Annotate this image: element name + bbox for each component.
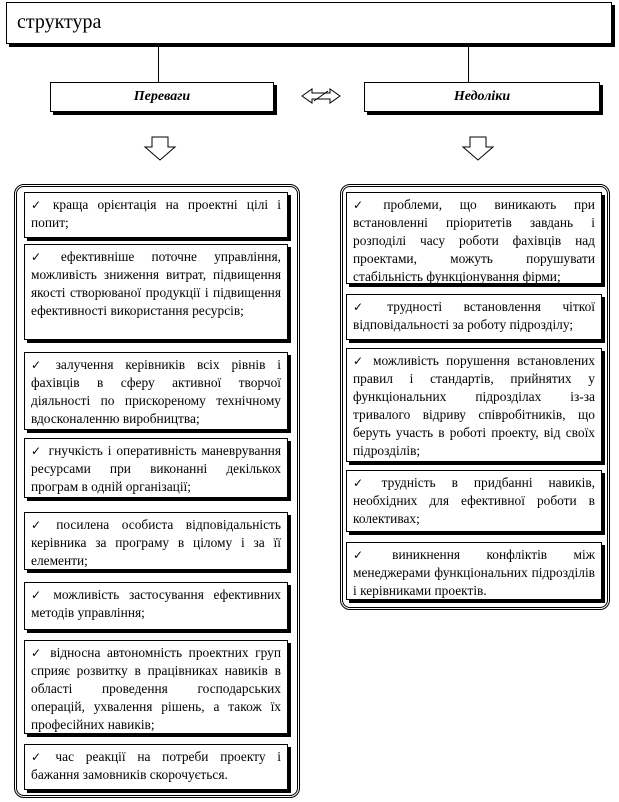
advantage-item-4: ✓ гнучкість і оперативність маневрування ресурсами при виконанні декількох програм в одній організації; [24,438,288,498]
check-icon: ✓ [353,548,387,562]
advantage-item-7: ✓ відносна автономність проектних груп сприяє розвитку в працівниках навиків в області проведення господарських операцій, ухвалення рішень, а також їх професійних навиків; [24,640,288,734]
check-icon: ✓ [31,646,45,660]
disadvantage-item-2: ✓ трудності встановлення чіткої відповідальності за роботу підрозділу; [346,294,602,340]
advantage-item-1: ✓ краща орієнтація на проектні цілі і попит; [24,192,288,238]
check-icon: ✓ [353,300,382,314]
check-icon: ✓ [31,358,50,372]
check-icon: ✓ [31,198,47,212]
disadvantage-item-4: ✓ трудність в придбанні навиків, необхідних для ефективної роботи в колективах; [346,470,602,532]
advantages-heading-label: Переваги [133,89,191,104]
disadvantage-item-1: ✓ проблеми, що виникають при встановленні пріоритетів завдань і розподілі часу роботи фахівців над проектами, можуть порушувати стабільність функціонування фірми; [346,192,602,284]
double-arrow-icon [300,86,342,106]
check-icon: ✓ [31,250,55,264]
disadvantage-item-3: ✓ можливість порушення встановлених правил і стандартів, прийнятих у функціональних підрозділах із-за тривалого відриву співробітників, що беруть участь в роботі проекту, від своїх підрозділів; [346,348,602,462]
advantage-item-3: ✓ залучення керівників всіх рівнів і фахівців в сферу активної творчої діяльності по прискореному технічному вдосконаленню виробництва; [24,352,288,430]
advantage-item-6: ✓ можливість застосування ефективних методів управління; [24,582,288,630]
disadvantages-heading-label: Недоліки [453,89,511,104]
check-icon: ✓ [353,476,376,490]
down-arrow-right-icon [461,136,495,162]
advantage-item-5: ✓ посилена особиста відповідальність керівника за програму в цілому і за її елементи; [24,512,288,570]
check-icon: ✓ [31,588,48,602]
advantage-item-2: ✓ ефективніше поточне управління, можливість зниження витрат, підвищення якості створюваної продукції і підвищення ефективності використання ресурсів; [24,244,288,340]
check-icon: ✓ [31,518,51,532]
down-arrow-left-icon [143,136,177,162]
check-icon: ✓ [31,750,50,764]
connector-right [468,46,469,82]
title-box [6,2,612,44]
check-icon: ✓ [353,198,378,212]
check-icon: ✓ [353,354,367,368]
advantage-item-8: ✓ час реакції на потреби проекту і бажання замовників скорочується. [24,744,288,790]
diagram-title: структура [17,11,102,33]
advantages-heading [50,82,274,112]
check-icon: ✓ [31,444,43,458]
disadvantage-item-5: ✓ виникнення конфліктів між менеджерами функціональних підрозділів і керівниками проектів. [346,542,602,600]
connector-left [158,46,159,82]
disadvantages-heading [364,82,600,112]
